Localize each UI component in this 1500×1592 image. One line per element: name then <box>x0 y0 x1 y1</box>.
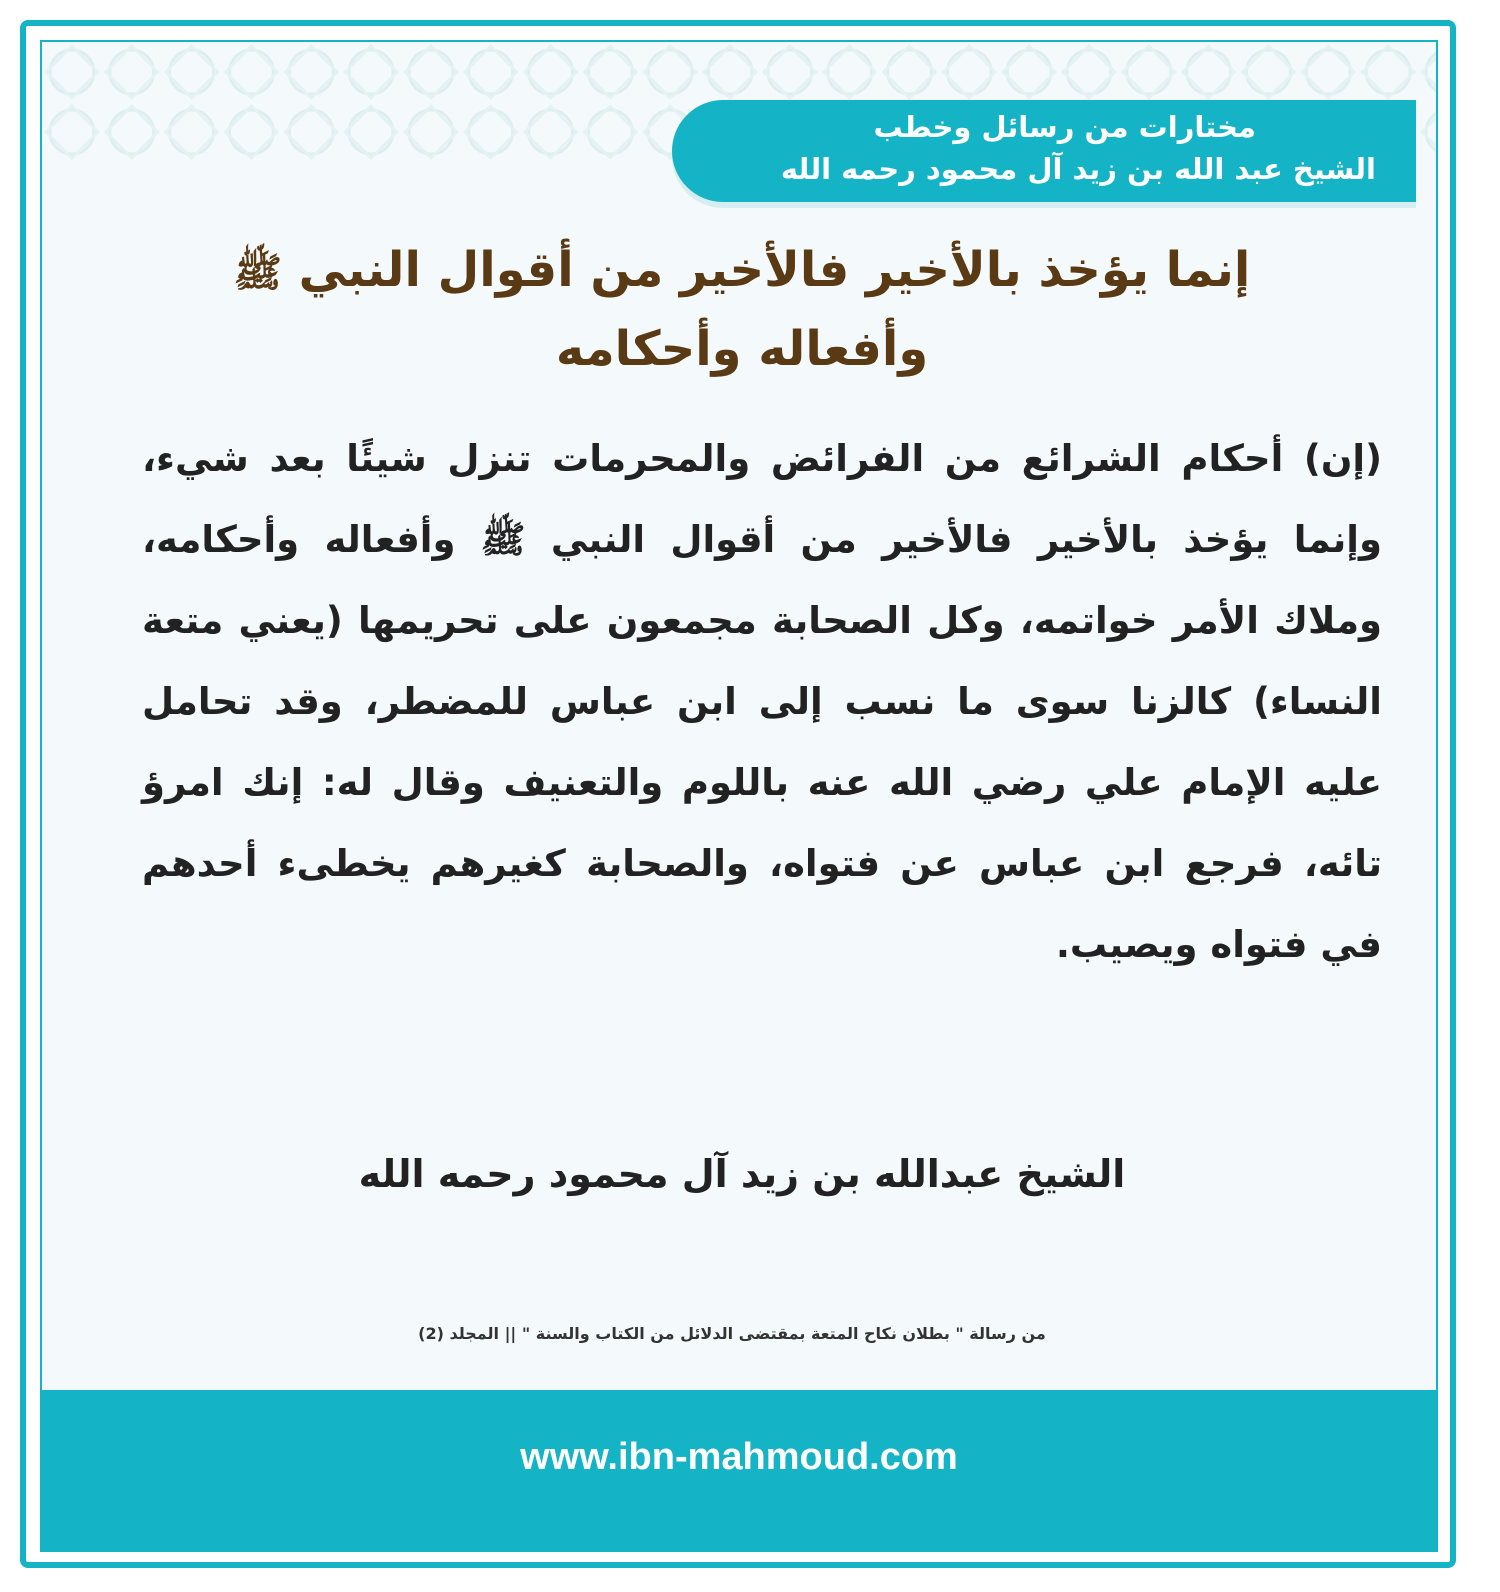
content-card <box>40 40 1438 1552</box>
header-banner <box>672 100 1416 202</box>
source-citation: من رسالة " بطلان نكاح المتعة بمقتضى الدلائل من الكتاب والسنة " || المجلد (2) <box>418 1324 1046 1343</box>
author-signature: الشيخ عبدالله بن زيد آل محمود رحمه الله <box>358 1152 1126 1196</box>
quote-body: (إن) أحكام الشرائع من الفرائض والمحرمات تنزل شيئًا بعد شيء، وإنما يؤخذ بالأخير فالأخير من أقوال النبي ﷺ وأفعاله وأحكامه، وملاك الأمر خواتمه، وكل الصحابة مجمعون على تحريمها (يعني متعة النساء) كالزنا سوى ما نسب إلى ابن عباس للمضطر، وقد تحامل عليه الإمام علي رضي الله عنه باللوم والتعنيف وقال له: إنك امرؤ تائه، فرجع ابن عباس عن فتواه، والصحابة كغيرهم يخطىء أحدهم في فتواه ويصيب. <box>142 437 1382 966</box>
header-subtitle: مختارات من رسائل وخطب <box>873 110 1256 144</box>
page-title <box>102 232 1382 387</box>
footer-bar <box>42 1390 1436 1550</box>
honorific-icon: ﷺ <box>233 250 282 296</box>
website-link[interactable]: www.ibn-mahmoud.com <box>520 1436 958 1478</box>
header-author: الشيخ عبد الله بن زيد آل محمود رحمه الله <box>780 152 1376 186</box>
title-line-2: وأفعاله وأحكامه <box>555 321 929 377</box>
title-line-1: إنما يؤخذ بالأخير فالأخير من أقوال النبي <box>298 242 1251 298</box>
